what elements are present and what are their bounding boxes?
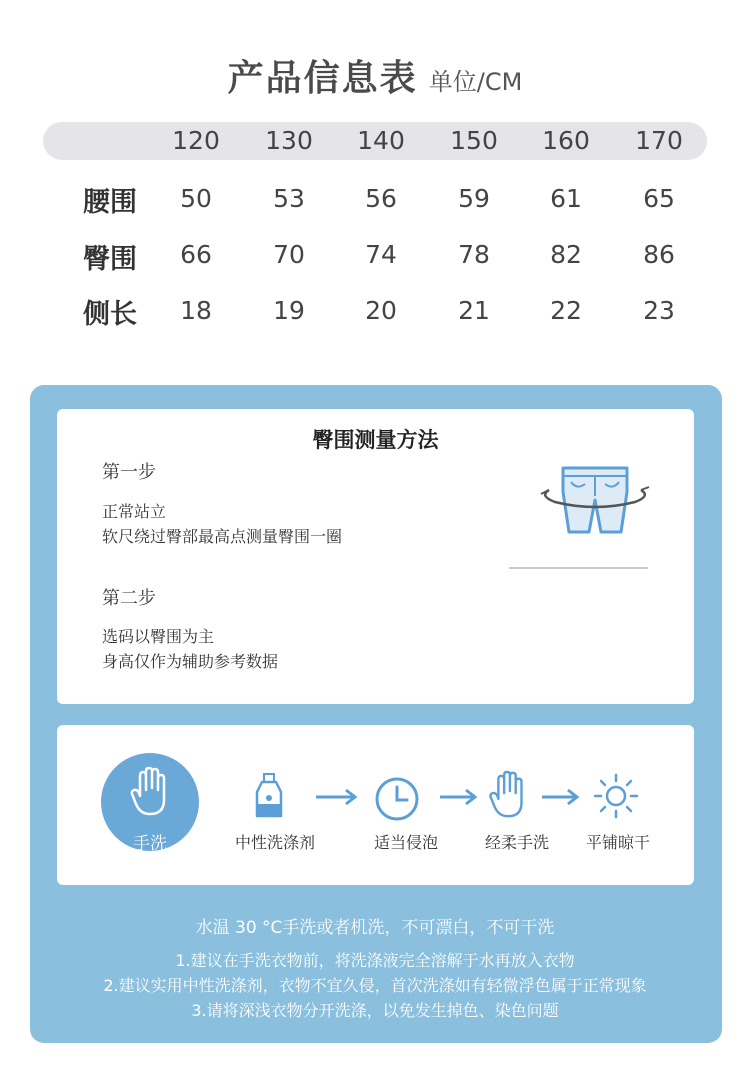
table-cell: 66	[180, 240, 212, 269]
table-cell: 50	[180, 184, 212, 213]
arrow-right-icon	[540, 788, 580, 806]
table-cell: 86	[643, 240, 675, 269]
table-cell: 56	[365, 184, 397, 213]
wash-step-label: 平铺晾干	[585, 833, 650, 852]
table-cell: 21	[458, 296, 490, 325]
table-cell: 53	[273, 184, 305, 213]
sun-icon	[592, 772, 640, 820]
table-cell: 19	[273, 296, 305, 325]
table-cell: 20	[365, 296, 397, 325]
wash-step-label: 中性洗涤剂	[234, 833, 315, 852]
table-cell: 65	[643, 184, 675, 213]
row-label-side-length: 侧长	[83, 299, 137, 330]
step2-title: 第二步	[102, 588, 156, 609]
hand-wash-label: 手洗	[133, 834, 167, 854]
size-header-cell: 150	[450, 126, 498, 155]
divider	[509, 567, 648, 569]
arrow-right-icon	[438, 788, 478, 806]
arrow-right-icon	[314, 788, 358, 806]
detergent-bottle-icon	[254, 772, 284, 820]
table-cell: 59	[458, 184, 490, 213]
hand-wash-icon	[130, 766, 170, 820]
wash-step-label: 适当侵泡	[373, 833, 438, 852]
step1-line: 正常站立	[102, 502, 167, 521]
step1-title: 第一步	[102, 462, 156, 483]
table-cell: 78	[458, 240, 490, 269]
wash-tip: 2.建议实用中性洗涤剂，衣物不宜久侵，首次洗涤如有轻微浮色属于正常现象	[103, 976, 647, 995]
wash-tip: 3.请将深浅衣物分开洗涤，以免发生掉色、染色问题	[191, 1001, 559, 1020]
table-cell: 18	[180, 296, 212, 325]
table-cell: 82	[550, 240, 582, 269]
step2-line: 选码以臀围为主	[102, 627, 215, 646]
row-label-hip: 臀围	[83, 244, 137, 275]
title-unit: 单位/CM	[428, 68, 523, 96]
shorts-measure-icon	[535, 460, 655, 540]
page-title	[0, 50, 750, 101]
size-header-cell: 160	[542, 126, 590, 155]
title-main: 产品信息表	[227, 58, 418, 99]
size-header-cell: 120	[172, 126, 220, 155]
size-header-cell: 140	[357, 126, 405, 155]
wash-step-label: 经柔手洗	[484, 833, 549, 852]
table-cell: 23	[643, 296, 675, 325]
size-header-cell: 170	[635, 126, 683, 155]
table-cell: 22	[550, 296, 582, 325]
row-label-waist: 腰围	[83, 187, 137, 218]
table-cell: 61	[550, 184, 582, 213]
hand-icon	[488, 770, 528, 822]
size-header-cell: 130	[265, 126, 313, 155]
wash-temperature-note: 水温 30 °C手洗或者机洗，不可漂白，不可干洗	[195, 918, 555, 938]
step1-line: 软尺绕过臀部最高点测量臀围一圈	[102, 527, 343, 546]
step2-line: 身高仅作为辅助参考数据	[102, 652, 279, 671]
clock-icon	[374, 776, 420, 822]
table-cell: 70	[273, 240, 305, 269]
table-cell: 74	[365, 240, 397, 269]
wash-tip: 1.建议在手洗衣物前，将洗涤液完全溶解于水再放入衣物	[175, 951, 575, 970]
method-title: 臀围测量方法	[312, 428, 439, 452]
